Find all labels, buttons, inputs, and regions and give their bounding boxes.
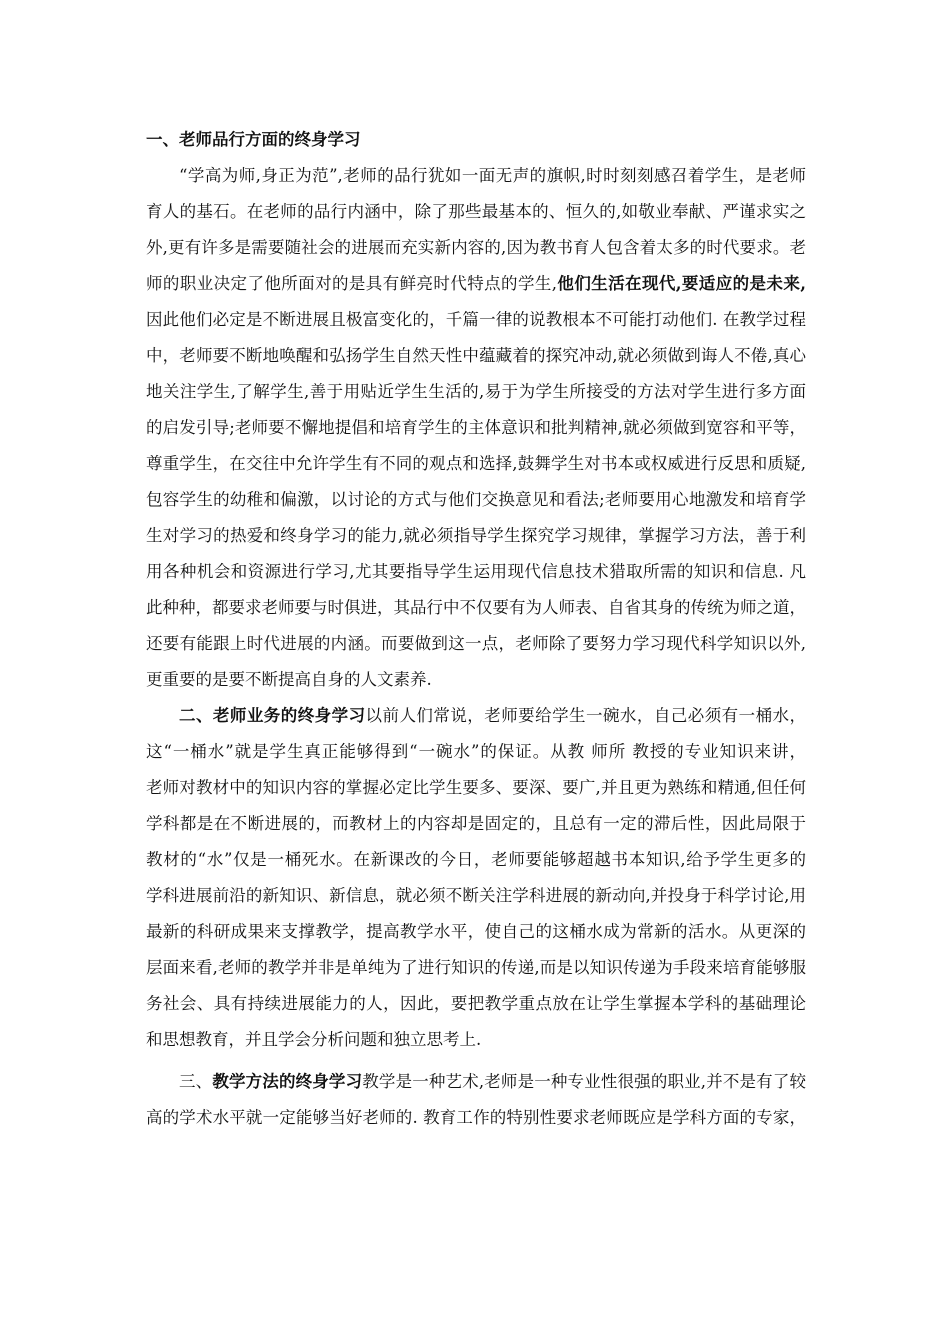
section-1-line-7: 地关注学生,了解学生,善于用贴近学生生活的,易于为学生所接受的方法对学生进行多方面 (146, 382, 806, 401)
section-1-line-6: 中，老师要不断地唤醒和弘扬学生自然天性中蕴藏着的探究冲动,就必须做到诲人不倦,真心 (146, 346, 806, 365)
section-1-line-4-text: 师的职业决定了他所面对的是具有鲜亮时代特点的学生, (146, 274, 557, 293)
section-1-line-1: “学高为师,身正为范”,老师的品行犹如一面无声的旗帜,时时刻刻感召着学生，是老师 (179, 166, 806, 185)
section-2-line-4: 教材的“水”仅是一桶死水。在新课改的今日，老师要能够超越书本知识,给予学生更多的 (146, 850, 806, 869)
section-1-line-10: 包容学生的幼稚和偏激，以讨论的方式与他们交换意见和看法;老师要用心地激发和培育学 (146, 490, 806, 509)
section-3-lead: 教学是一种艺术,老师是一种专业性很强的职业,并不是有了较 (362, 1072, 807, 1091)
section-1-heading: 一、老师品行方面的终身学习 (146, 130, 361, 149)
section-1-line-11: 生对学习的热爱和终身学习的能力,就必须指导学生探究学习规律，掌握学习方法，善于利 (146, 526, 806, 545)
section-3-heading: 教学方法的终身学习 (212, 1072, 363, 1091)
section-2-line-2: 老师对教材中的知识内容的掌握必定比学生要多、要深、要广,并且更为熟练和精通,但任何 (146, 778, 806, 797)
section-1-line-9: 尊重学生，在交往中允许学生有不同的观点和选择,鼓舞学生对书本或权威进行反思和质疑, (146, 454, 806, 473)
section-3-heading-prefix: 三、 (179, 1072, 213, 1091)
section-2-line-5: 学科进展前沿的新知识、新信息，就必须不断关注学科进展的新动向,并投身于科学讨论,用 (146, 886, 806, 905)
section-1-line-12: 用各种机会和资源进行学习,尤其要指导学生运用现代信息技术猎取所需的知识和信息. 凡 (146, 562, 806, 581)
section-2-line-3: 学科都是在不断进展的，而教材上的内容却是固定的，且总有一定的滞后性，因此局限于 (146, 814, 806, 833)
section-2-line-1: 这“一桶水”就是学生真正能够得到“一碗水”的保证。从教 师所 教授的专业知识来讲， (146, 742, 806, 761)
section-2-line-7: 层面来看,老师的教学并非是单纯为了进行知识的传递,而是以知识传递为手段来培育能够服 (146, 958, 806, 977)
section-2-heading: 二、老师业务的终身学习 (179, 706, 366, 725)
section-1-line-5: 因此他们必定是不断进展且极富变化的，千篇一律的说教根本不可能打动他们. 在教学过程 (146, 310, 806, 329)
document-page (146, 122, 806, 1136)
section-2-line-8: 务社会、具有持续进展能力的人，因此，要把教学重点放在让学生掌握本学科的基础理论 (146, 994, 806, 1013)
section-3-first-line (146, 1064, 806, 1100)
section-1-line-13: 此种种，都要求老师要与时俱进，其品行中不仅要有为人师表、自省其身的传统为师之道， (146, 598, 806, 617)
section-3-line-1: 高的学术水平就一定能够当好老师的. 教育工作的特别性要求老师既应是学科方面的专家， (146, 1108, 806, 1127)
section-1-line-3: 外,更有许多是需要随社会的进展而充实新内容的,因为教书育人包含着太多的时代要求。老 (146, 238, 806, 257)
section-1-line-15: 更重要的是要不断提高自身的人文素养. (146, 670, 432, 689)
section-1-line-14: 还要有能跟上时代进展的内涵。而要做到这一点，老师除了要努力学习现代科学知识以外, (146, 634, 806, 653)
section-2-lead: 以前人们常说，老师要给学生一碗水，自己必须有一桶水， (365, 706, 807, 725)
section-2-first-line (146, 698, 806, 734)
section-1-line-8: 的启发引导;老师要不懈地提倡和培育学生的主体意识和批判精神,就必须做到宽容和平等， (146, 418, 806, 437)
section-2-line-6: 最新的科研成果来支撑教学，提高教学水平，使自己的这桶水成为常新的活水。从更深的 (146, 922, 806, 941)
section-1-line-2: 育人的基石。在老师的品行内涵中，除了那些最基本的、恒久的,如敬业奉献、严谨求实之 (146, 202, 806, 221)
section-1-line-4 (146, 266, 806, 302)
section-2-line-9: 和思想教育，并且学会分析问题和独立思考上. (146, 1030, 482, 1049)
section-1-bold-phrase: 他们生活在现代,要适应的是未来, (557, 274, 806, 293)
